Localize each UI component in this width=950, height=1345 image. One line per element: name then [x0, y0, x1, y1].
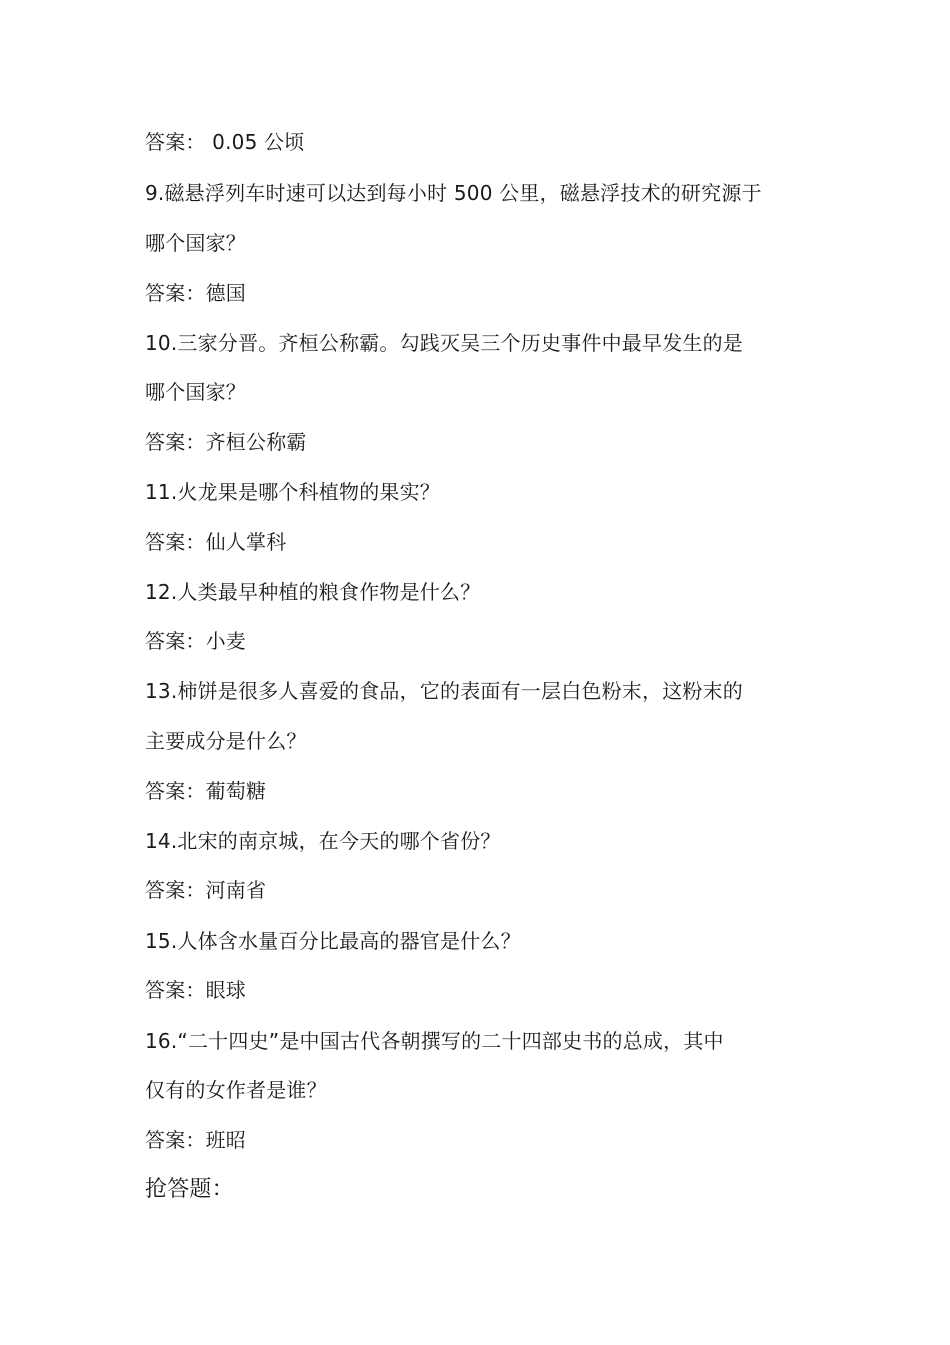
- question-11: 11.火龙果是哪个科植物的果实？: [145, 480, 441, 504]
- answer-9: 答案：德国: [145, 281, 246, 305]
- section-heading-quick-answer: 抢答题：: [145, 1177, 234, 1202]
- answer-13: 答案：葡萄糖: [145, 779, 267, 803]
- answer-11: 答案：仙人掌科: [145, 530, 287, 554]
- question-16-line-1: 16.“二十四史”是中国古代各朝撰写的二十四部史书的总成，其中: [145, 1029, 724, 1053]
- question-12: 12.人类最早种植的粮食作物是什么？: [145, 580, 481, 604]
- answer-16: 答案：班昭: [145, 1128, 246, 1152]
- question-10-line-1: 10.三家分晋。齐桓公称霸。勾践灭吴三个历史事件中最早发生的是: [145, 331, 744, 355]
- answer-14: 答案：河南省: [145, 878, 267, 902]
- question-15: 15.人体含水量百分比最高的器官是什么？: [145, 929, 521, 953]
- answer-12: 答案：小麦: [145, 629, 246, 653]
- question-10-line-2: 哪个国家？: [145, 380, 246, 404]
- question-9-line-1: 9.磁悬浮列车时速可以达到每小时 500 公里，磁悬浮技术的研究源于: [145, 181, 762, 205]
- answer-8: 答案： 0.05 公顷: [145, 130, 305, 154]
- question-13-line-1: 13.柿饼是很多人喜爱的食品，它的表面有一层白色粉末，这粉末的: [145, 679, 744, 703]
- question-14: 14.北宋的南京城，在今天的哪个省份？: [145, 829, 501, 853]
- question-16-line-2: 仅有的女作者是谁？: [145, 1078, 327, 1102]
- question-9-line-2: 哪个国家？: [145, 231, 246, 255]
- question-13-line-2: 主要成分是什么？: [145, 729, 307, 753]
- answer-15: 答案：眼球: [145, 978, 246, 1002]
- answer-10: 答案：齐桓公称霸: [145, 430, 307, 454]
